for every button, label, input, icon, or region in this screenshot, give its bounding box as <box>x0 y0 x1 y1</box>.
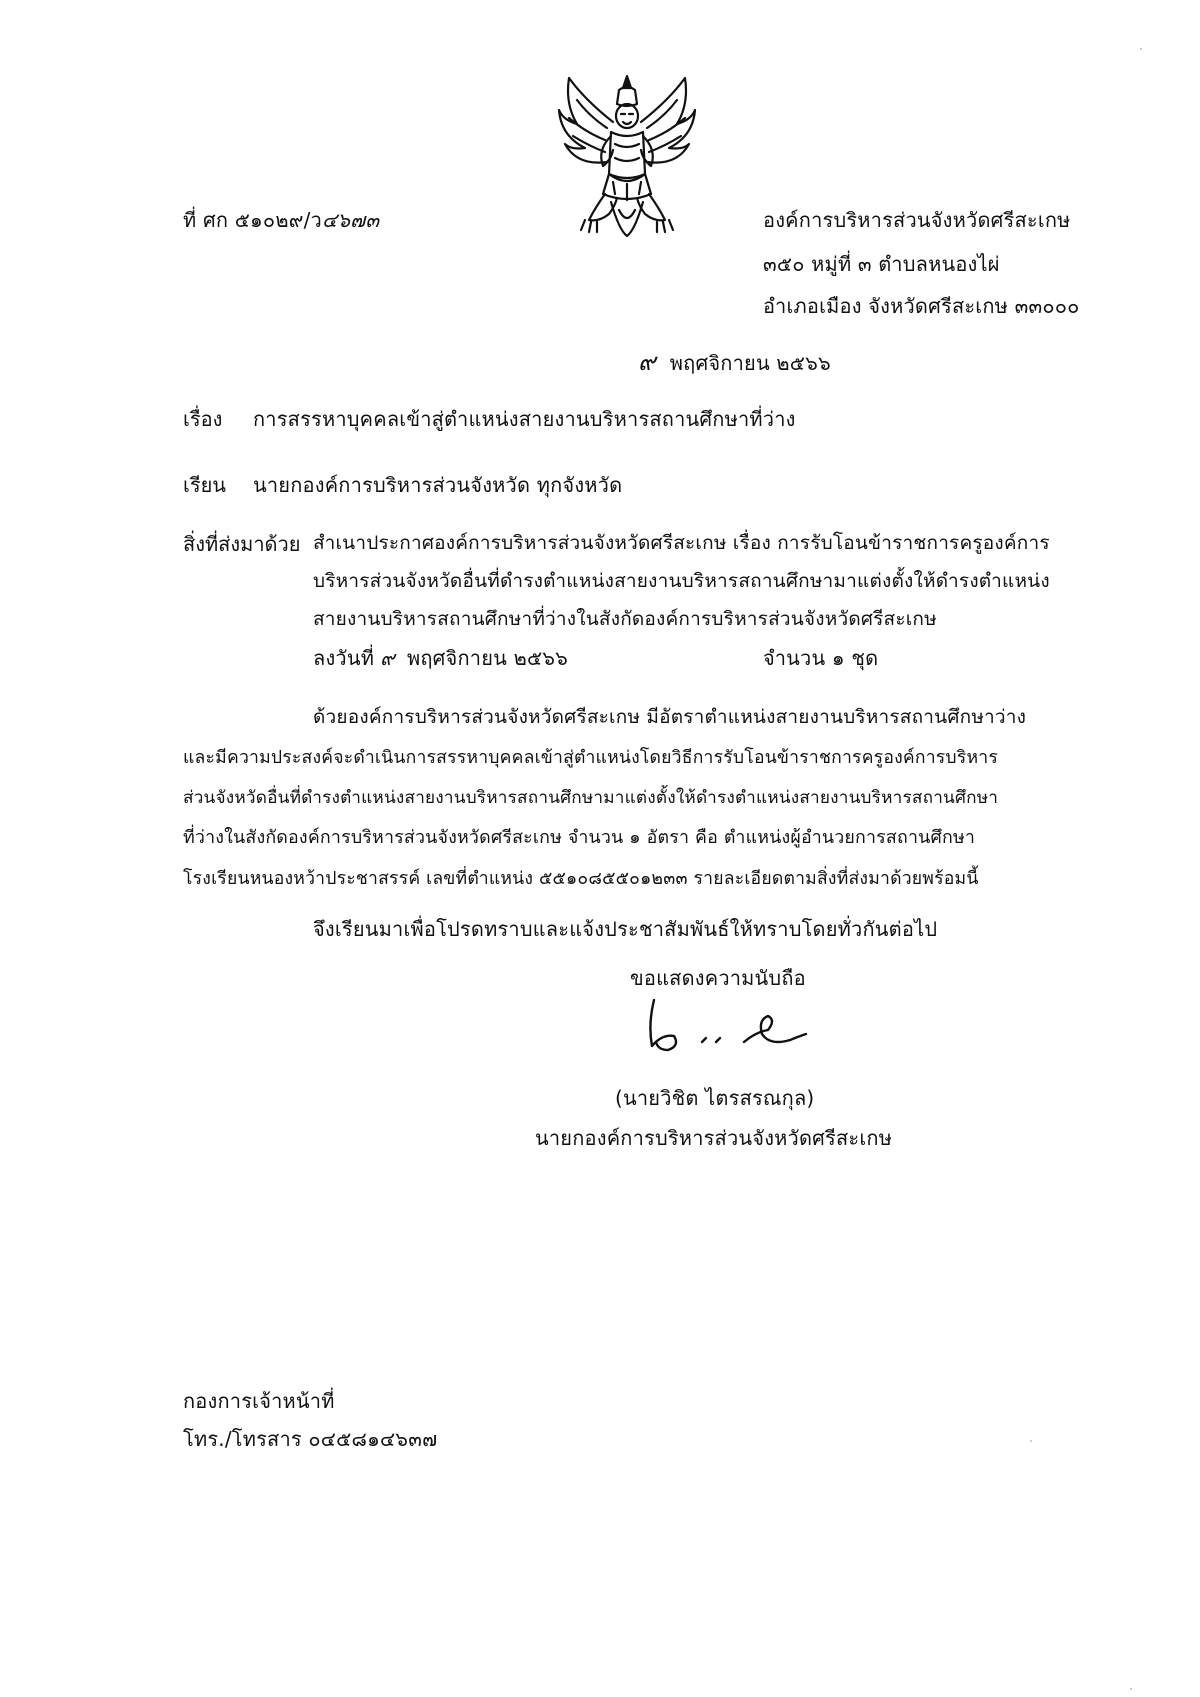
document-number <box>183 204 379 236</box>
enclosure-date-prefix: ลงวันที่ <box>313 646 375 670</box>
scan-speck <box>1130 1688 1132 1690</box>
subject-label: เรื่อง <box>183 407 223 431</box>
scan-speck <box>1140 48 1142 50</box>
footer-department: กองการเจ้าหน้าที่ <box>183 1389 335 1413</box>
body-line-2: และมีความประสงค์จะดำเนินการสรรหาบุคคลเข้าสู่ตำแหน่งโดยวิธีการรับโอนข้าราชการครูองค์การบริหาร <box>183 748 998 768</box>
enclosure-date <box>313 642 568 674</box>
body-line-1: ด้วยองค์การบริหารส่วนจังหวัดศรีสะเกษ มีอัตราตำแหน่งสายงานบริหารสถานศึกษาว่าง <box>313 706 1027 728</box>
address-line-2: อำเภอเมือง จังหวัดศรีสะเกษ ๓๓๐๐๐ <box>763 294 1080 318</box>
scan-speck <box>1030 1440 1032 1442</box>
body-line-3: ส่วนจังหวัดอื่นที่ดำรงตำแหน่งสายงานบริหารสถานศึกษามาแต่งตั้งให้ดำรงตำแหน่งสายงานบริหารสถานศึกษา <box>183 788 999 808</box>
salutation: ขอแสดงความนับถือ <box>630 966 806 990</box>
footer-phone: โทร./โทรสาร ๐๔๕๘๑๔๖๓๗ <box>183 1427 438 1451</box>
garuda-emblem-icon <box>555 70 700 240</box>
enclosure-label: สิ่งที่ส่งมาด้วย <box>183 532 301 556</box>
handwritten-signature <box>640 990 840 1060</box>
closing-request: จึงเรียนมาเพื่อโปรดทราบและแจ้งประชาสัมพันธ์ให้ทราบโดยทั่วกันต่อไป <box>313 917 938 941</box>
document-date <box>638 342 831 381</box>
enclosure-date-handwritten: ๙ <box>380 646 395 670</box>
address-line-1: ๓๕๐ หมู่ที่ ๓ ตำบลหนองไผ่ <box>763 252 1000 276</box>
enclosure-quantity: จำนวน ๑ ชุด <box>763 646 879 670</box>
enclosure-date-rest: พฤศจิกายน ๒๕๖๖ <box>406 646 569 670</box>
enclosure-line-2: บริหารส่วนจังหวัดอื่นที่ดำรงตำแหน่งสายงานบริหารสถานศึกษามาแต่งตั้งให้ดำรงตำแหน่ง <box>313 570 1050 592</box>
document-number-handwritten: ๔๖๗๓ <box>321 208 380 232</box>
org-name: องค์การบริหารส่วนจังหวัดศรีสะเกษ <box>763 208 1071 232</box>
date-day-handwritten: ๙ <box>638 348 656 376</box>
document-number-printed: ที่ ศก ๕๑๐๒๙/ว <box>183 208 322 232</box>
body-line-4: ที่ว่างในสังกัดองค์การบริหารส่วนจังหวัดศรีสะเกษ จำนวน ๑ อัตรา คือ ตำแหน่งผู้อำนวยการสถานศึกษา <box>183 827 976 848</box>
recipient-text: นายกองค์การบริหารส่วนจังหวัด ทุกจังหวัด <box>253 473 623 497</box>
recipient-label: เรียน <box>183 473 226 497</box>
signer-name: (นายวิชิต ไตรสรณกุล) <box>615 1086 815 1110</box>
enclosure-line-3: สายงานบริหารสถานศึกษาที่ว่างในสังกัดองค์การบริหารส่วนจังหวัดศรีสะเกษ <box>313 608 937 630</box>
enclosure-line-1: สำเนาประกาศองค์การบริหารส่วนจังหวัดศรีสะเกษ เรื่อง การรับโอนข้าราชการครูองค์การ <box>313 532 1050 554</box>
subject-text: การสรรหาบุคคลเข้าสู่ตำแหน่งสายงานบริหารสถานศึกษาที่ว่าง <box>253 407 796 431</box>
body-line-5: โรงเรียนหนองหว้าประชาสรรค์ เลขที่ตำแหน่ง ๕๕๑๐๘๕๕๐๑๒๓๓ รายละเอียดตามสิ่งที่ส่งมาด้วยพร้อมนี้ <box>183 869 979 889</box>
date-month-year: พฤศจิกายน ๒๕๖๖ <box>669 351 831 375</box>
signer-position: นายกองค์การบริหารส่วนจังหวัดศรีสะเกษ <box>535 1126 893 1150</box>
